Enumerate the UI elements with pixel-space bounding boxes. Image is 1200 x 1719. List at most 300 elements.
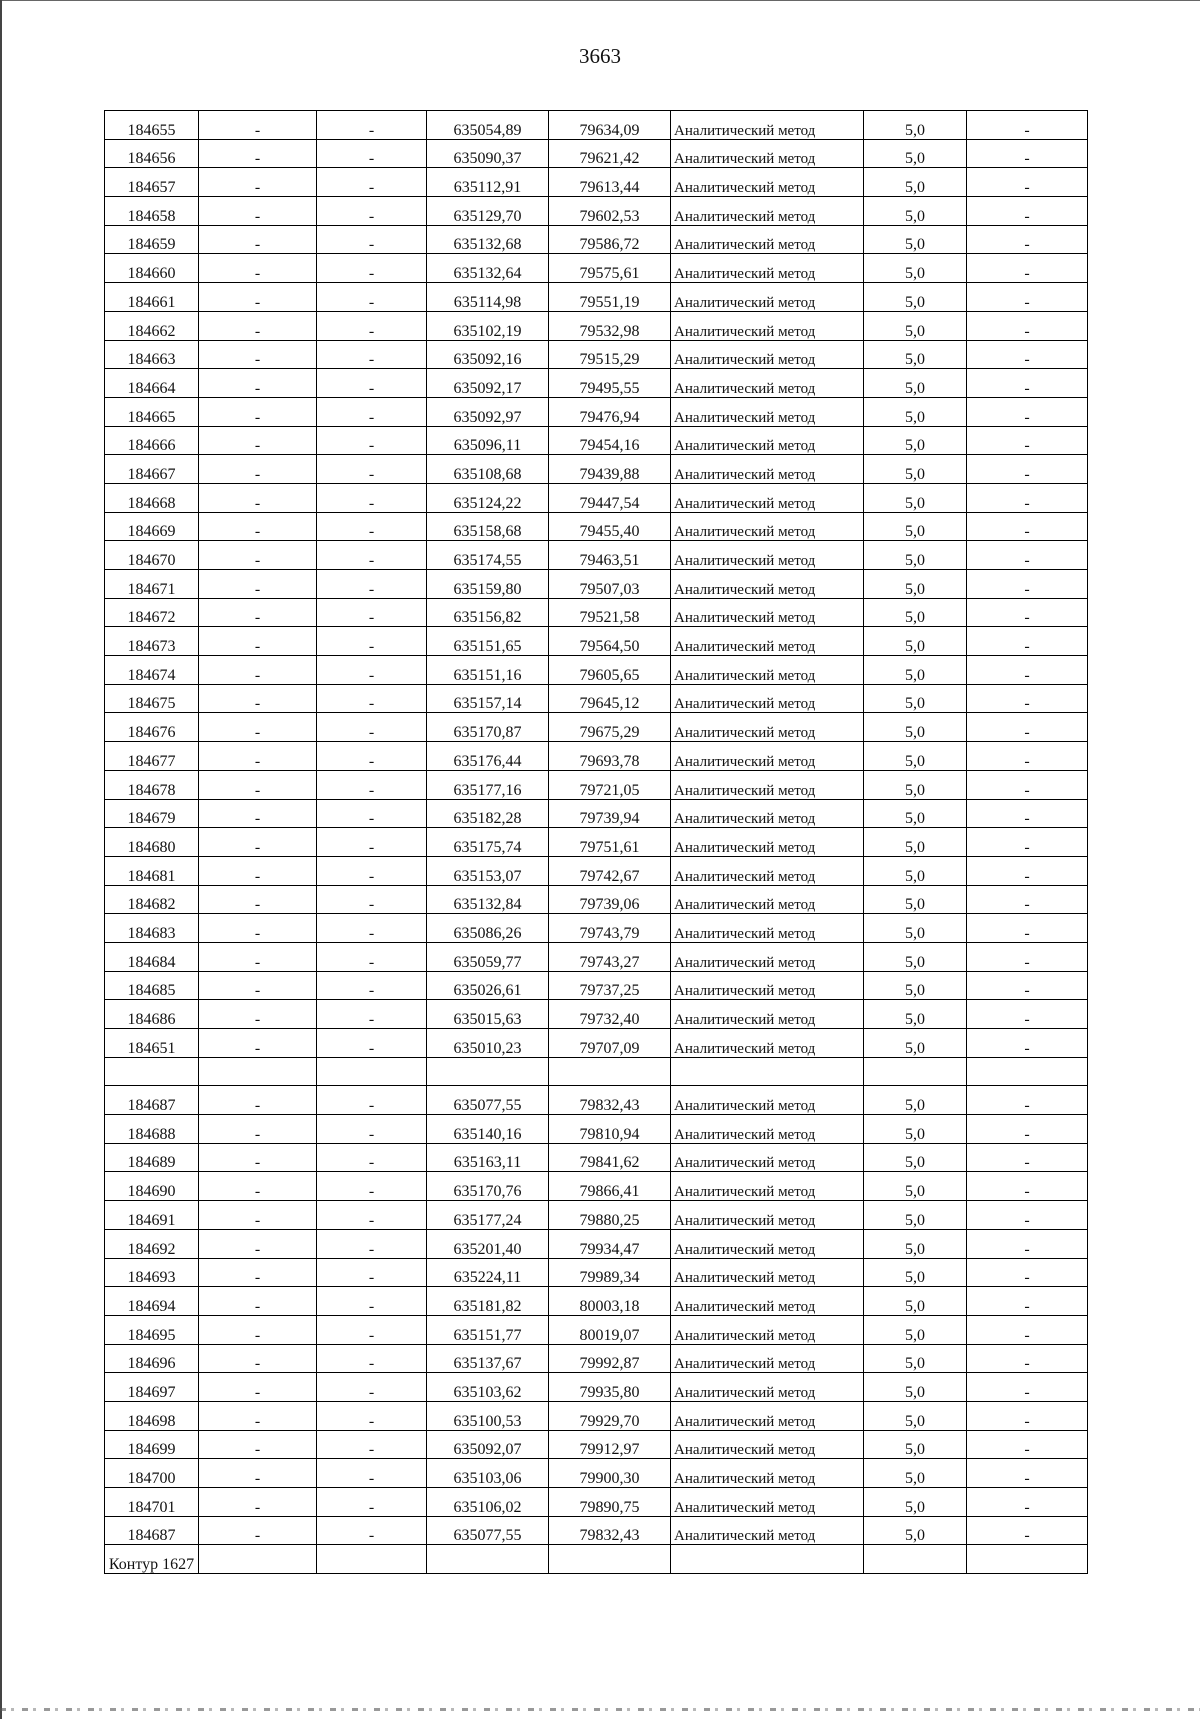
y-coordinate-cell: 79602,53	[549, 197, 671, 226]
point-id-cell: 184701	[105, 1488, 199, 1517]
x-coordinate-cell: 635092,07	[427, 1430, 549, 1459]
method-cell: Аналитический метод	[671, 742, 864, 771]
x-coordinate-cell: 635132,84	[427, 885, 549, 914]
y-coordinate-cell: 79634,09	[549, 111, 671, 140]
description-cell: -	[967, 512, 1088, 541]
scan-top-edge	[0, 0, 1200, 1]
table-row	[105, 1344, 1088, 1373]
y-coordinate-cell: 79832,43	[549, 1516, 671, 1545]
description-cell: -	[967, 1258, 1088, 1287]
prev-x-cell: -	[199, 598, 317, 627]
table-row	[105, 799, 1088, 828]
x-coordinate-cell: 635090,37	[427, 139, 549, 168]
point-id-cell: 184665	[105, 397, 199, 426]
accuracy-cell: 5,0	[864, 971, 967, 1000]
point-id-cell: 184687	[105, 1516, 199, 1545]
y-coordinate-cell: 79890,75	[549, 1488, 671, 1517]
point-id-cell: 184695	[105, 1315, 199, 1344]
table-row	[105, 770, 1088, 799]
x-coordinate-cell: 635175,74	[427, 828, 549, 857]
table-row	[105, 1029, 1088, 1058]
accuracy-cell: 5,0	[864, 828, 967, 857]
prev-x-cell: -	[199, 1287, 317, 1316]
description-cell: -	[967, 168, 1088, 197]
point-id-cell: 184682	[105, 885, 199, 914]
method-cell: Аналитический метод	[671, 1373, 864, 1402]
method-cell: Аналитический метод	[671, 455, 864, 484]
point-id-cell: 184698	[105, 1401, 199, 1430]
description-cell: -	[967, 1143, 1088, 1172]
method-cell: Аналитический метод	[671, 1229, 864, 1258]
x-coordinate-cell: 635201,40	[427, 1229, 549, 1258]
description-cell: -	[967, 1516, 1088, 1545]
point-id-cell: 184658	[105, 197, 199, 226]
empty-cell	[671, 1545, 864, 1574]
method-cell: Аналитический метод	[671, 914, 864, 943]
prev-x-cell: -	[199, 770, 317, 799]
y-coordinate-cell: 79832,43	[549, 1086, 671, 1115]
x-coordinate-cell: 635010,23	[427, 1029, 549, 1058]
description-cell: -	[967, 799, 1088, 828]
table-row	[105, 856, 1088, 885]
prev-y-cell: -	[317, 1172, 427, 1201]
prev-y-cell: -	[317, 828, 427, 857]
empty-cell	[549, 1057, 671, 1086]
y-coordinate-cell: 79751,61	[549, 828, 671, 857]
description-cell: -	[967, 1172, 1088, 1201]
empty-cell	[427, 1057, 549, 1086]
prev-y-cell: -	[317, 483, 427, 512]
point-id-cell: 184667	[105, 455, 199, 484]
method-cell: Аналитический метод	[671, 656, 864, 685]
description-cell: -	[967, 397, 1088, 426]
prev-x-cell: -	[199, 197, 317, 226]
table-row	[105, 1201, 1088, 1230]
accuracy-cell: 5,0	[864, 914, 967, 943]
table-row	[105, 1488, 1088, 1517]
prev-y-cell: -	[317, 1029, 427, 1058]
description-cell: -	[967, 1401, 1088, 1430]
prev-y-cell: -	[317, 311, 427, 340]
accuracy-cell: 5,0	[864, 1459, 967, 1488]
prev-x-cell: -	[199, 828, 317, 857]
prev-y-cell: -	[317, 1459, 427, 1488]
y-coordinate-cell: 79605,65	[549, 656, 671, 685]
description-cell: -	[967, 483, 1088, 512]
method-cell: Аналитический метод	[671, 770, 864, 799]
empty-cell	[864, 1545, 967, 1574]
method-cell: Аналитический метод	[671, 1143, 864, 1172]
method-cell: Аналитический метод	[671, 570, 864, 599]
description-cell: -	[967, 770, 1088, 799]
table-row	[105, 1459, 1088, 1488]
accuracy-cell: 5,0	[864, 799, 967, 828]
y-coordinate-cell: 79880,25	[549, 1201, 671, 1230]
prev-y-cell: -	[317, 1201, 427, 1230]
prev-x-cell: -	[199, 1172, 317, 1201]
point-id-cell: 184686	[105, 1000, 199, 1029]
prev-y-cell: -	[317, 455, 427, 484]
method-cell: Аналитический метод	[671, 1344, 864, 1373]
table-row	[105, 311, 1088, 340]
accuracy-cell: 5,0	[864, 541, 967, 570]
description-cell: -	[967, 742, 1088, 771]
description-cell: -	[967, 942, 1088, 971]
method-cell: Аналитический метод	[671, 799, 864, 828]
prev-y-cell: -	[317, 1000, 427, 1029]
prev-y-cell: -	[317, 856, 427, 885]
accuracy-cell: 5,0	[864, 713, 967, 742]
description-cell: -	[967, 1344, 1088, 1373]
accuracy-cell: 5,0	[864, 1115, 967, 1144]
coordinates-table-body	[105, 111, 1088, 1574]
description-cell: -	[967, 1287, 1088, 1316]
x-coordinate-cell: 635224,11	[427, 1258, 549, 1287]
table-row	[105, 1000, 1088, 1029]
table-row	[105, 139, 1088, 168]
empty-cell	[427, 1545, 549, 1574]
y-coordinate-cell: 79613,44	[549, 168, 671, 197]
description-cell: -	[967, 426, 1088, 455]
x-coordinate-cell: 635086,26	[427, 914, 549, 943]
method-cell: Аналитический метод	[671, 541, 864, 570]
prev-y-cell: -	[317, 1086, 427, 1115]
y-coordinate-cell: 79900,30	[549, 1459, 671, 1488]
prev-x-cell: -	[199, 971, 317, 1000]
description-cell: -	[967, 627, 1088, 656]
x-coordinate-cell: 635159,80	[427, 570, 549, 599]
accuracy-cell: 5,0	[864, 455, 967, 484]
description-cell: -	[967, 1201, 1088, 1230]
prev-y-cell: -	[317, 885, 427, 914]
y-coordinate-cell: 79732,40	[549, 1000, 671, 1029]
empty-cell	[967, 1545, 1088, 1574]
prev-y-cell: -	[317, 713, 427, 742]
contour-label: Контур 1627	[105, 1545, 199, 1574]
prev-x-cell: -	[199, 1516, 317, 1545]
accuracy-cell: 5,0	[864, 942, 967, 971]
table-row	[105, 1516, 1088, 1545]
x-coordinate-cell: 635158,68	[427, 512, 549, 541]
prev-y-cell: -	[317, 770, 427, 799]
y-coordinate-cell: 79439,88	[549, 455, 671, 484]
accuracy-cell: 5,0	[864, 1086, 967, 1115]
description-cell: -	[967, 197, 1088, 226]
point-id-cell: 184672	[105, 598, 199, 627]
description-cell: -	[967, 828, 1088, 857]
method-cell: Аналитический метод	[671, 512, 864, 541]
x-coordinate-cell: 635181,82	[427, 1287, 549, 1316]
point-id-cell: 184656	[105, 139, 199, 168]
accuracy-cell: 5,0	[864, 684, 967, 713]
table-row	[105, 1430, 1088, 1459]
table-row	[105, 254, 1088, 283]
point-id-cell: 184677	[105, 742, 199, 771]
point-id-cell: 184697	[105, 1373, 199, 1402]
point-id-cell: 184690	[105, 1172, 199, 1201]
prev-x-cell: -	[199, 369, 317, 398]
empty-cell	[967, 1057, 1088, 1086]
table-row-blank	[105, 1057, 1088, 1086]
prev-y-cell: -	[317, 1516, 427, 1545]
method-cell: Аналитический метод	[671, 1488, 864, 1517]
table-row	[105, 570, 1088, 599]
accuracy-cell: 5,0	[864, 311, 967, 340]
x-coordinate-cell: 635129,70	[427, 197, 549, 226]
prev-y-cell: -	[317, 168, 427, 197]
x-coordinate-cell: 635182,28	[427, 799, 549, 828]
prev-x-cell: -	[199, 914, 317, 943]
description-cell: -	[967, 1430, 1088, 1459]
description-cell: -	[967, 1229, 1088, 1258]
point-id-cell: 184680	[105, 828, 199, 857]
x-coordinate-cell: 635092,17	[427, 369, 549, 398]
y-coordinate-cell: 79693,78	[549, 742, 671, 771]
prev-x-cell: -	[199, 1258, 317, 1287]
y-coordinate-cell: 79564,50	[549, 627, 671, 656]
method-cell: Аналитический метод	[671, 1086, 864, 1115]
prev-y-cell: -	[317, 1488, 427, 1517]
description-cell: -	[967, 111, 1088, 140]
point-id-cell: 184666	[105, 426, 199, 455]
accuracy-cell: 5,0	[864, 483, 967, 512]
prev-x-cell: -	[199, 397, 317, 426]
x-coordinate-cell: 635092,97	[427, 397, 549, 426]
point-id-cell: 184699	[105, 1430, 199, 1459]
x-coordinate-cell: 635124,22	[427, 483, 549, 512]
accuracy-cell: 5,0	[864, 770, 967, 799]
prev-y-cell: -	[317, 1287, 427, 1316]
prev-y-cell: -	[317, 283, 427, 312]
point-id-cell: 184700	[105, 1459, 199, 1488]
y-coordinate-cell: 80019,07	[549, 1315, 671, 1344]
point-id-cell: 184689	[105, 1143, 199, 1172]
x-coordinate-cell: 635106,02	[427, 1488, 549, 1517]
point-id-cell: 184687	[105, 1086, 199, 1115]
table-row	[105, 1258, 1088, 1287]
table-row	[105, 426, 1088, 455]
method-cell: Аналитический метод	[671, 426, 864, 455]
description-cell: -	[967, 225, 1088, 254]
point-id-cell: 184681	[105, 856, 199, 885]
table-row	[105, 397, 1088, 426]
method-cell: Аналитический метод	[671, 197, 864, 226]
table-row	[105, 684, 1088, 713]
table-row	[105, 1373, 1088, 1402]
table-row	[105, 283, 1088, 312]
method-cell: Аналитический метод	[671, 713, 864, 742]
y-coordinate-cell: 79992,87	[549, 1344, 671, 1373]
table-row	[105, 168, 1088, 197]
method-cell: Аналитический метод	[671, 1516, 864, 1545]
point-id-cell: 184696	[105, 1344, 199, 1373]
description-cell: -	[967, 455, 1088, 484]
accuracy-cell: 5,0	[864, 1401, 967, 1430]
prev-x-cell: -	[199, 426, 317, 455]
y-coordinate-cell: 79645,12	[549, 684, 671, 713]
description-cell: -	[967, 541, 1088, 570]
description-cell: -	[967, 1315, 1088, 1344]
prev-x-cell: -	[199, 1143, 317, 1172]
point-id-cell: 184651	[105, 1029, 199, 1058]
prev-x-cell: -	[199, 1459, 317, 1488]
point-id-cell: 184659	[105, 225, 199, 254]
prev-x-cell: -	[199, 168, 317, 197]
point-id-cell: 184676	[105, 713, 199, 742]
point-id-cell: 184692	[105, 1229, 199, 1258]
table-row	[105, 713, 1088, 742]
y-coordinate-cell: 79455,40	[549, 512, 671, 541]
prev-x-cell: -	[199, 885, 317, 914]
scan-bottom-edge	[0, 1708, 1200, 1711]
prev-y-cell: -	[317, 225, 427, 254]
y-coordinate-cell: 79454,16	[549, 426, 671, 455]
y-coordinate-cell: 79737,25	[549, 971, 671, 1000]
x-coordinate-cell: 635092,16	[427, 340, 549, 369]
x-coordinate-cell: 635153,07	[427, 856, 549, 885]
point-id-cell: 184657	[105, 168, 199, 197]
prev-x-cell: -	[199, 656, 317, 685]
accuracy-cell: 5,0	[864, 254, 967, 283]
description-cell: -	[967, 856, 1088, 885]
method-cell: Аналитический метод	[671, 168, 864, 197]
table-row	[105, 340, 1088, 369]
empty-cell	[549, 1545, 671, 1574]
description-cell: -	[967, 1488, 1088, 1517]
point-id-cell: 184684	[105, 942, 199, 971]
accuracy-cell: 5,0	[864, 512, 967, 541]
accuracy-cell: 5,0	[864, 1287, 967, 1316]
empty-cell	[105, 1057, 199, 1086]
point-id-cell: 184691	[105, 1201, 199, 1230]
point-id-cell: 184678	[105, 770, 199, 799]
prev-x-cell: -	[199, 311, 317, 340]
point-id-cell: 184675	[105, 684, 199, 713]
accuracy-cell: 5,0	[864, 656, 967, 685]
description-cell: -	[967, 1459, 1088, 1488]
description-cell: -	[967, 139, 1088, 168]
method-cell: Аналитический метод	[671, 1315, 864, 1344]
point-id-cell: 184668	[105, 483, 199, 512]
x-coordinate-cell: 635077,55	[427, 1086, 549, 1115]
y-coordinate-cell: 79515,29	[549, 340, 671, 369]
x-coordinate-cell: 635054,89	[427, 111, 549, 140]
description-cell: -	[967, 1115, 1088, 1144]
accuracy-cell: 5,0	[864, 570, 967, 599]
table-row	[105, 1287, 1088, 1316]
method-cell: Аналитический метод	[671, 627, 864, 656]
prev-y-cell: -	[317, 139, 427, 168]
prev-x-cell: -	[199, 1488, 317, 1517]
prev-y-cell: -	[317, 1373, 427, 1402]
empty-cell	[317, 1057, 427, 1086]
x-coordinate-cell: 635174,55	[427, 541, 549, 570]
table-row	[105, 1229, 1088, 1258]
x-coordinate-cell: 635170,76	[427, 1172, 549, 1201]
prev-y-cell: -	[317, 742, 427, 771]
y-coordinate-cell: 79495,55	[549, 369, 671, 398]
x-coordinate-cell: 635140,16	[427, 1115, 549, 1144]
method-cell: Аналитический метод	[671, 856, 864, 885]
x-coordinate-cell: 635108,68	[427, 455, 549, 484]
y-coordinate-cell: 79743,27	[549, 942, 671, 971]
description-cell: -	[967, 971, 1088, 1000]
description-cell: -	[967, 254, 1088, 283]
prev-x-cell: -	[199, 512, 317, 541]
y-coordinate-cell: 79929,70	[549, 1401, 671, 1430]
x-coordinate-cell: 635103,62	[427, 1373, 549, 1402]
y-coordinate-cell: 79866,41	[549, 1172, 671, 1201]
prev-y-cell: -	[317, 1401, 427, 1430]
x-coordinate-cell: 635151,16	[427, 656, 549, 685]
prev-x-cell: -	[199, 1086, 317, 1115]
prev-y-cell: -	[317, 627, 427, 656]
empty-cell	[864, 1057, 967, 1086]
accuracy-cell: 5,0	[864, 1344, 967, 1373]
prev-y-cell: -	[317, 369, 427, 398]
accuracy-cell: 5,0	[864, 225, 967, 254]
description-cell: -	[967, 570, 1088, 599]
prev-y-cell: -	[317, 197, 427, 226]
table-row	[105, 742, 1088, 771]
point-id-cell: 184671	[105, 570, 199, 599]
method-cell: Аналитический метод	[671, 369, 864, 398]
x-coordinate-cell: 635114,98	[427, 283, 549, 312]
table-row	[105, 1115, 1088, 1144]
point-id-cell: 184655	[105, 111, 199, 140]
point-id-cell: 184669	[105, 512, 199, 541]
prev-y-cell: -	[317, 971, 427, 1000]
description-cell: -	[967, 369, 1088, 398]
method-cell: Аналитический метод	[671, 1029, 864, 1058]
y-coordinate-cell: 79810,94	[549, 1115, 671, 1144]
empty-cell	[199, 1057, 317, 1086]
y-coordinate-cell: 79721,05	[549, 770, 671, 799]
y-coordinate-cell: 79742,67	[549, 856, 671, 885]
prev-x-cell: -	[199, 570, 317, 599]
accuracy-cell: 5,0	[864, 397, 967, 426]
accuracy-cell: 5,0	[864, 627, 967, 656]
accuracy-cell: 5,0	[864, 1488, 967, 1517]
accuracy-cell: 5,0	[864, 742, 967, 771]
method-cell: Аналитический метод	[671, 254, 864, 283]
prev-x-cell: -	[199, 225, 317, 254]
prev-x-cell: -	[199, 483, 317, 512]
accuracy-cell: 5,0	[864, 1430, 967, 1459]
table-row	[105, 656, 1088, 685]
x-coordinate-cell: 635112,91	[427, 168, 549, 197]
accuracy-cell: 5,0	[864, 340, 967, 369]
table-row	[105, 483, 1088, 512]
x-coordinate-cell: 635059,77	[427, 942, 549, 971]
prev-y-cell: -	[317, 1115, 427, 1144]
table-row	[105, 1172, 1088, 1201]
description-cell: -	[967, 598, 1088, 627]
accuracy-cell: 5,0	[864, 1373, 967, 1402]
prev-x-cell: -	[199, 254, 317, 283]
y-coordinate-cell: 79586,72	[549, 225, 671, 254]
prev-y-cell: -	[317, 799, 427, 828]
description-cell: -	[967, 311, 1088, 340]
table-row	[105, 111, 1088, 140]
accuracy-cell: 5,0	[864, 598, 967, 627]
method-cell: Аналитический метод	[671, 1172, 864, 1201]
x-coordinate-cell: 635151,77	[427, 1315, 549, 1344]
table-row	[105, 541, 1088, 570]
prev-x-cell: -	[199, 1315, 317, 1344]
method-cell: Аналитический метод	[671, 311, 864, 340]
prev-y-cell: -	[317, 397, 427, 426]
